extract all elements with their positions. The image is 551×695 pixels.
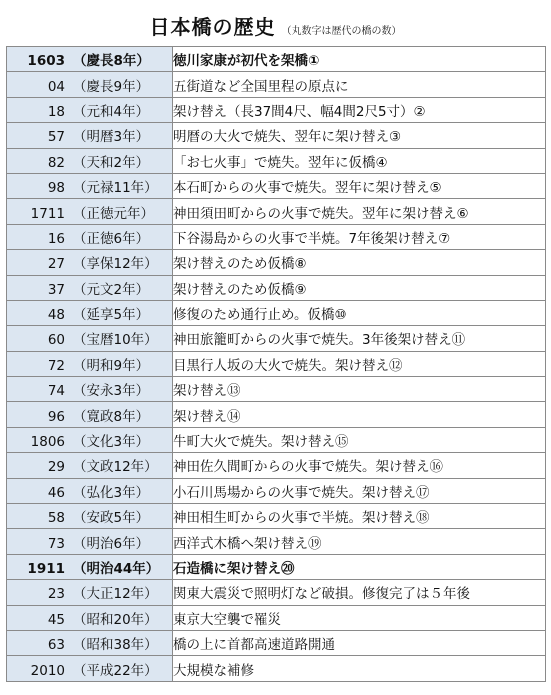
year-cell bbox=[7, 173, 173, 198]
year-cell bbox=[7, 224, 173, 249]
year-cell bbox=[7, 478, 173, 503]
table-row bbox=[7, 580, 546, 605]
era-name: （享保12年） bbox=[73, 256, 158, 273]
era-name: （安永3年） bbox=[73, 383, 150, 400]
year-value: 2010 bbox=[30, 662, 65, 679]
year-cell bbox=[7, 275, 173, 300]
table-row bbox=[7, 478, 546, 503]
event-cell: 架け替え⑬ bbox=[173, 377, 546, 402]
page-subtitle: （丸数字は歴代の橋の数） bbox=[281, 26, 402, 37]
event-cell: 橋の上に首都高速道路開通 bbox=[173, 630, 546, 655]
event-cell: 徳川家康が初代を架橋① bbox=[173, 47, 546, 72]
page-title: 日本橋の歴史 bbox=[149, 15, 276, 39]
event-cell: 架け替え⑭ bbox=[173, 402, 546, 427]
event-cell: 五街道など全国里程の原点に bbox=[173, 72, 546, 97]
year-value: 98 bbox=[47, 180, 65, 197]
year-cell bbox=[7, 630, 173, 655]
table-row bbox=[7, 504, 546, 529]
table-row bbox=[7, 656, 546, 681]
page-header bbox=[0, 0, 551, 44]
era-name: （明治44年） bbox=[73, 561, 160, 577]
era-name: （寛政8年） bbox=[73, 408, 150, 425]
era-name: （延享5年） bbox=[73, 307, 150, 324]
table-row bbox=[7, 326, 546, 351]
table-row bbox=[7, 453, 546, 478]
table-row bbox=[7, 72, 546, 97]
event-cell: 関東大震災で照明灯など破損。修復完了は５年後 bbox=[173, 580, 546, 605]
table-row bbox=[7, 47, 546, 72]
year-cell bbox=[7, 580, 173, 605]
year-value: 72 bbox=[47, 357, 65, 374]
year-value: 46 bbox=[47, 484, 65, 501]
table-row bbox=[7, 148, 546, 173]
event-cell: 神田相生町からの火事で半焼。架け替え⑱ bbox=[173, 504, 546, 529]
year-cell bbox=[7, 453, 173, 478]
year-cell bbox=[7, 351, 173, 376]
year-cell bbox=[7, 326, 173, 351]
event-cell: 石造橋に架け替え⑳ bbox=[173, 554, 546, 579]
table-row bbox=[7, 123, 546, 148]
year-cell bbox=[7, 656, 173, 681]
year-cell bbox=[7, 148, 173, 173]
year-value: 82 bbox=[47, 154, 65, 171]
era-name: （平成22年） bbox=[73, 662, 158, 679]
event-cell: 本石町からの火事で焼失。翌年に架け替え⑤ bbox=[173, 173, 546, 198]
table-row bbox=[7, 605, 546, 630]
era-name: （宝暦10年） bbox=[73, 332, 158, 349]
year-cell bbox=[7, 123, 173, 148]
year-cell bbox=[7, 199, 173, 224]
era-name: （弘化3年） bbox=[73, 484, 150, 501]
year-value: 58 bbox=[47, 510, 65, 527]
era-name: （昭和38年） bbox=[73, 637, 158, 654]
year-value: 37 bbox=[47, 281, 65, 298]
event-cell: 下谷湯島からの火事で半焼。7年後架け替え⑦ bbox=[173, 224, 546, 249]
year-cell bbox=[7, 504, 173, 529]
history-table-body bbox=[7, 47, 546, 682]
year-cell bbox=[7, 427, 173, 452]
era-name: （明治6年） bbox=[73, 535, 150, 552]
year-cell bbox=[7, 97, 173, 122]
event-cell: 西洋式木橋へ架け替え⑲ bbox=[173, 529, 546, 554]
event-cell: 架け替え（長37間4尺、幅4間2尺5寸）② bbox=[173, 97, 546, 122]
year-value: 60 bbox=[47, 332, 65, 349]
year-value: 1711 bbox=[30, 205, 65, 222]
table-row bbox=[7, 377, 546, 402]
year-value: 96 bbox=[47, 408, 65, 425]
year-cell bbox=[7, 250, 173, 275]
event-cell: 架け替えのため仮橋⑧ bbox=[173, 250, 546, 275]
era-name: （慶長9年） bbox=[73, 78, 150, 95]
era-name: （明暦3年） bbox=[73, 129, 150, 146]
year-value: 48 bbox=[47, 307, 65, 324]
table-row bbox=[7, 554, 546, 579]
event-cell: 修復のため通行止め。仮橋⑩ bbox=[173, 300, 546, 325]
event-cell: 明暦の大火で焼失、翌年に架け替え③ bbox=[173, 123, 546, 148]
table-row bbox=[7, 199, 546, 224]
year-cell bbox=[7, 529, 173, 554]
event-cell: 目黒行人坂の大火で焼失。架け替え⑫ bbox=[173, 351, 546, 376]
era-name: （大正12年） bbox=[73, 586, 158, 603]
table-row bbox=[7, 173, 546, 198]
event-cell: 東京大空襲で罹災 bbox=[173, 605, 546, 630]
table-row bbox=[7, 529, 546, 554]
event-cell: 大規模な補修 bbox=[173, 656, 546, 681]
year-cell bbox=[7, 402, 173, 427]
event-cell: 「お七火事」で焼失。翌年に仮橋④ bbox=[173, 148, 546, 173]
year-value: 1603 bbox=[27, 53, 65, 70]
era-name: （文化3年） bbox=[73, 434, 150, 451]
table-row bbox=[7, 427, 546, 452]
table-row bbox=[7, 275, 546, 300]
event-cell: 神田須田町からの火事で焼失。翌年に架け替え⑥ bbox=[173, 199, 546, 224]
year-value: 27 bbox=[47, 256, 65, 273]
year-cell bbox=[7, 377, 173, 402]
event-cell: 神田佐久間町からの火事で焼失。架け替え⑯ bbox=[173, 453, 546, 478]
year-value: 18 bbox=[47, 103, 65, 120]
year-value: 45 bbox=[47, 611, 65, 628]
era-name: （明和9年） bbox=[73, 357, 150, 374]
year-value: 1806 bbox=[30, 434, 65, 451]
year-value: 23 bbox=[47, 586, 65, 603]
era-name: （慶長8年） bbox=[73, 53, 150, 70]
table-row bbox=[7, 250, 546, 275]
event-cell: 神田旅籠町からの火事で焼失。3年後架け替え⑪ bbox=[173, 326, 546, 351]
table-row bbox=[7, 351, 546, 376]
era-name: （天和2年） bbox=[73, 154, 150, 171]
table-row bbox=[7, 224, 546, 249]
era-name: （元和4年） bbox=[73, 103, 150, 120]
table-row bbox=[7, 300, 546, 325]
year-value: 57 bbox=[47, 129, 65, 146]
year-value: 73 bbox=[47, 535, 65, 552]
era-name: （元文2年） bbox=[73, 281, 150, 298]
table-row bbox=[7, 97, 546, 122]
year-cell bbox=[7, 554, 173, 579]
year-value: 63 bbox=[47, 637, 65, 654]
table-row bbox=[7, 402, 546, 427]
year-cell bbox=[7, 72, 173, 97]
year-value: 04 bbox=[47, 78, 65, 95]
year-cell bbox=[7, 605, 173, 630]
year-value: 29 bbox=[47, 459, 65, 476]
year-cell bbox=[7, 47, 173, 72]
year-cell bbox=[7, 300, 173, 325]
year-value: 16 bbox=[47, 230, 65, 247]
era-name: （安政5年） bbox=[73, 510, 150, 527]
event-cell: 架け替えのため仮橋⑨ bbox=[173, 275, 546, 300]
event-cell: 小石川馬場からの火事で焼失。架け替え⑰ bbox=[173, 478, 546, 503]
year-value: 1911 bbox=[27, 561, 65, 577]
table-row bbox=[7, 630, 546, 655]
era-name: （文政12年） bbox=[73, 459, 158, 476]
year-value: 74 bbox=[47, 383, 65, 400]
event-cell: 牛町大火で焼失。架け替え⑮ bbox=[173, 427, 546, 452]
era-name: （正徳6年） bbox=[73, 230, 150, 247]
era-name: （正徳元年） bbox=[73, 205, 154, 222]
history-table bbox=[6, 46, 546, 682]
era-name: （元禄11年） bbox=[73, 180, 158, 197]
era-name: （昭和20年） bbox=[73, 611, 158, 628]
